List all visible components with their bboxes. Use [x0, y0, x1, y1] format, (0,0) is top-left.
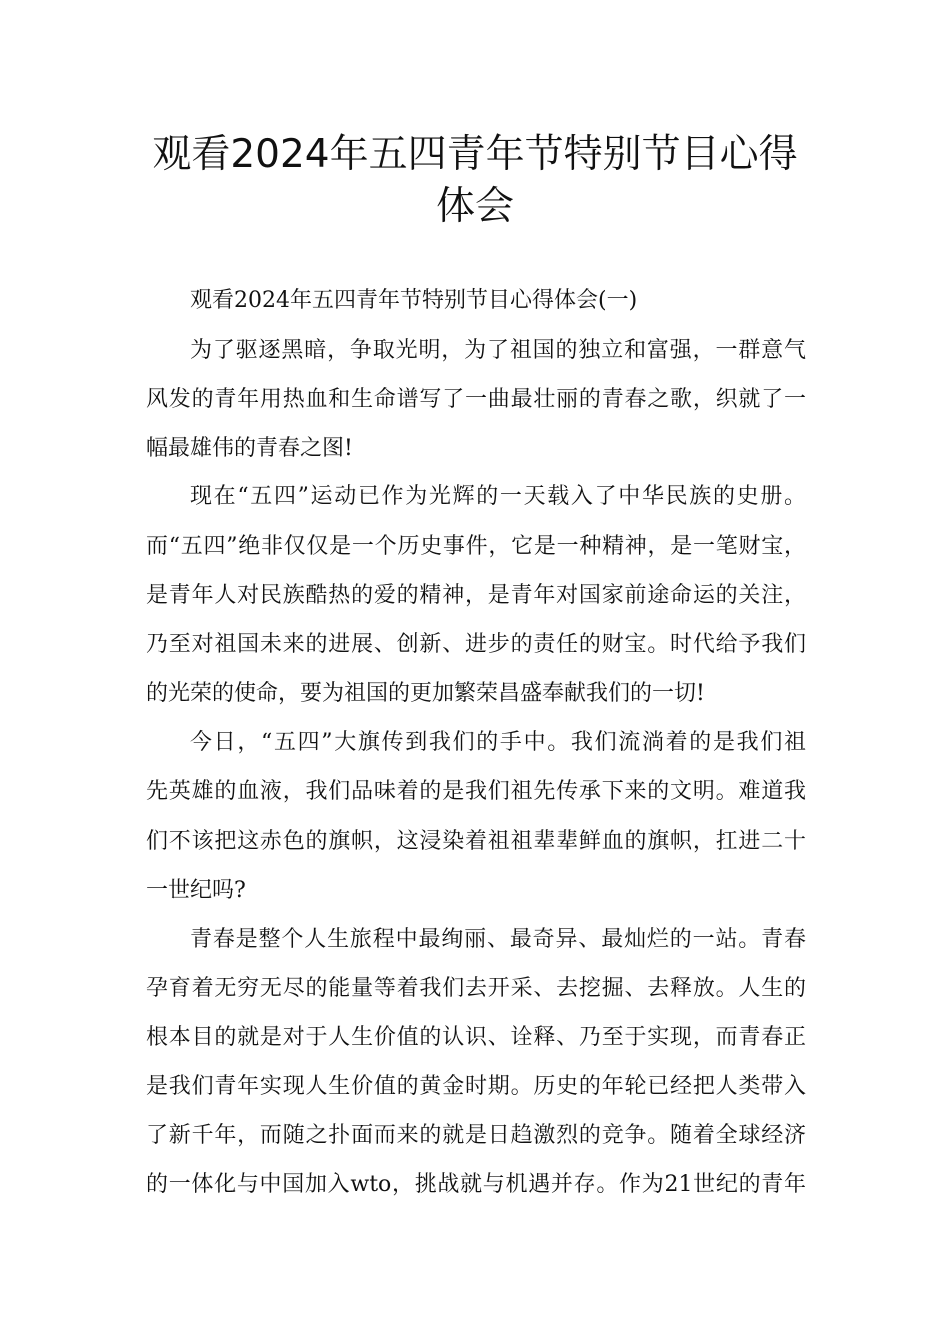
paragraph-1-line-2: 风发的青年用热血和生命谱写了一曲最壮丽的青春之歌，织就了一: [146, 387, 806, 412]
paragraph-1-line-3: 幅最雄伟的青春之图!: [146, 436, 353, 461]
paragraph-2-line-5: 的光荣的使命，要为祖国的更加繁荣昌盛奉献我们的一切!: [146, 681, 705, 706]
paragraph-2-line-2: 而“五四”绝非仅仅是一个历史事件，它是一种精神，是一笔财宝，: [146, 534, 806, 559]
paragraph-2-line-3: 是青年人对民族酷热的爱的精神，是青年对国家前途命运的关注，: [146, 583, 806, 608]
paragraph-3-line-4: 一世纪吗?: [146, 878, 246, 903]
document-title-line-1: 观看2024年五四青年节特别节目心得: [152, 132, 798, 177]
paragraph-2-line-1: 现在“五四”运动已作为光辉的一天载入了中华民族的史册。: [190, 484, 806, 509]
section-heading: 观看2024年五四青年节特别节目心得体会(一): [190, 288, 638, 313]
paragraph-4-line-2: 孕育着无穷无尽的能量等着我们去开采、去挖掘、去释放。人生的: [146, 976, 806, 1001]
paragraph-4-line-3: 根本目的就是对于人生价值的认识、诠释、乃至于实现，而青春正: [146, 1025, 806, 1050]
paragraph-3-line-3: 们不该把这赤色的旗帜，这浸染着祖祖辈辈鲜血的旗帜，扛进二十: [146, 829, 806, 854]
paragraph-3-line-1: 今日，“五四”大旗传到我们的手中。我们流淌着的是我们祖: [190, 730, 806, 755]
document-title-line-2: 体会: [435, 184, 514, 229]
paragraph-4-line-6: 的一体化与中国加入wto，挑战就与机遇并存。作为21世纪的青年: [146, 1172, 806, 1197]
paragraph-2-line-4: 乃至对祖国未来的进展、创新、进步的责任的财宝。时代给予我们: [146, 632, 806, 657]
paragraph-3-line-2: 先英雄的血液，我们品味着的是我们祖先传承下来的文明。难道我: [146, 779, 806, 804]
paragraph-4-line-4: 是我们青年实现人生价值的黄金时期。历史的年轮已经把人类带入: [146, 1074, 806, 1099]
paragraph-4-line-1: 青春是整个人生旅程中最绚丽、最奇异、最灿烂的一站。青春: [190, 927, 806, 952]
paragraph-4-line-5: 了新千年，而随之扑面而来的就是日趋激烈的竞争。随着全球经济: [146, 1123, 806, 1148]
paragraph-1-line-1: 为了驱逐黑暗，争取光明，为了祖国的独立和富强，一群意气: [190, 338, 806, 363]
